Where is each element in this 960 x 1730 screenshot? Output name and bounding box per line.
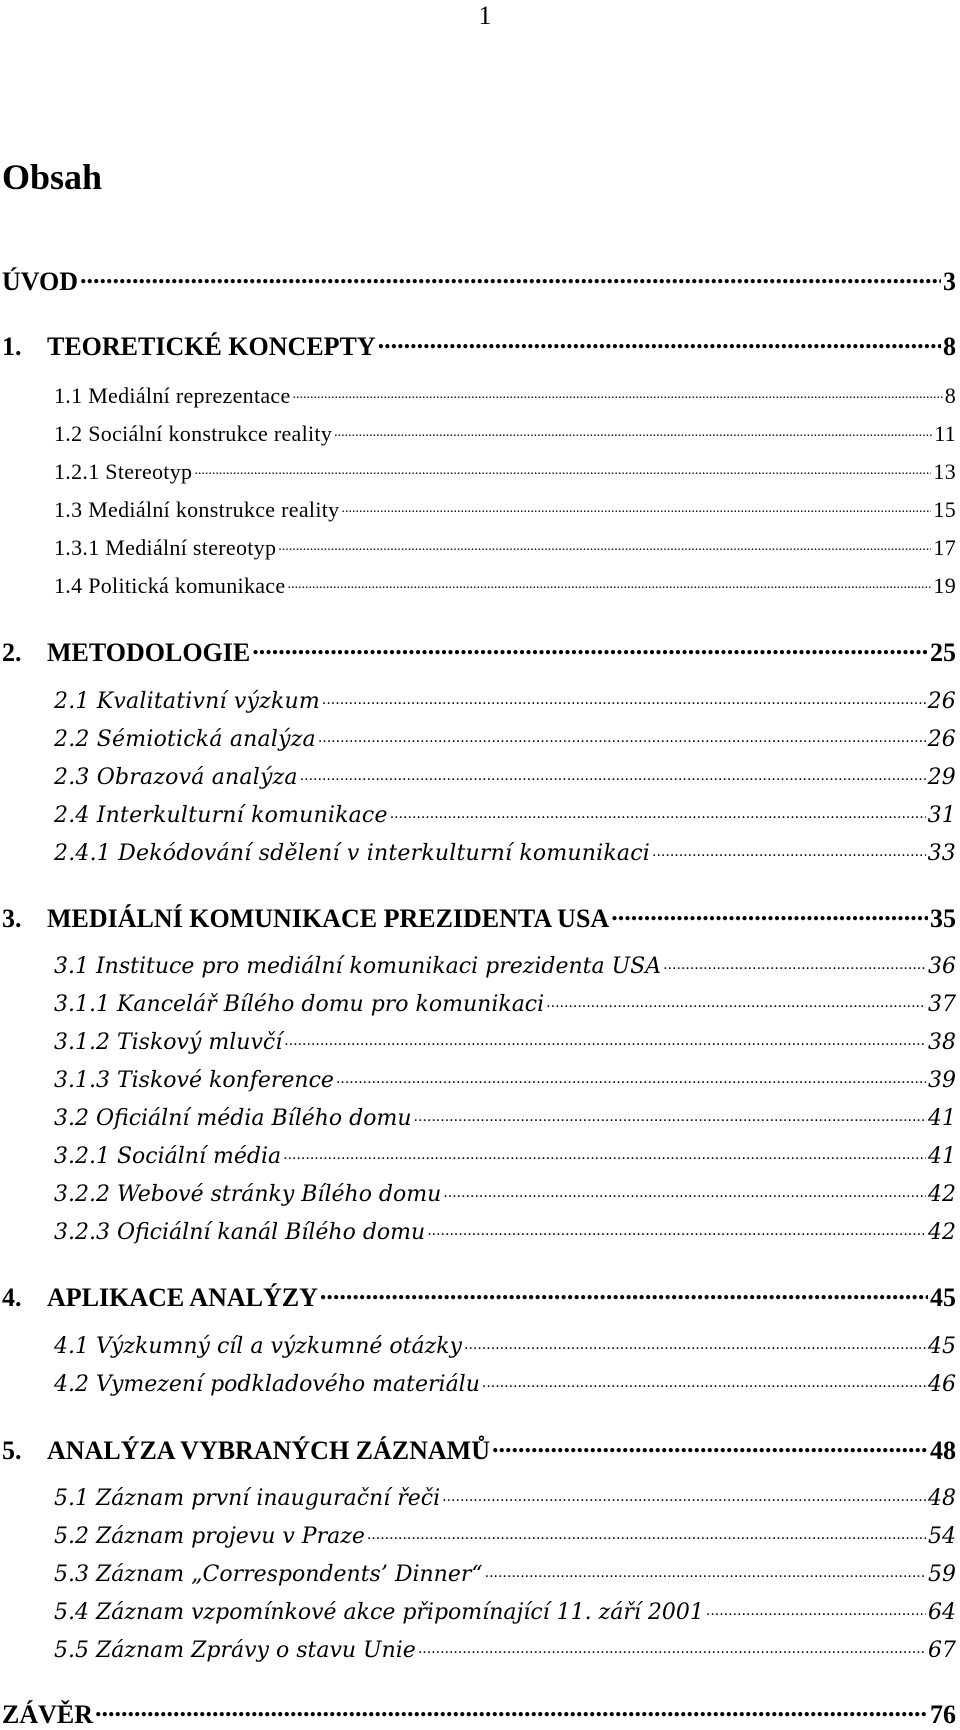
toc-entry-page: 29 (927, 765, 956, 790)
toc-entry-1-1[interactable] (54, 381, 956, 409)
toc-entry-page: 46 (928, 1372, 956, 1397)
toc-entry-label: 1.2 Sociální konstrukce reality (54, 421, 333, 446)
toc-entry-label: 1.1 Mediální reprezentace (54, 383, 291, 408)
toc-entry-label: 3.1 Instituce pro mediální komunikaci prezidenta USA (54, 954, 662, 979)
toc-entry-4-2[interactable] (54, 1369, 956, 1397)
toc-entry-label: 3.2.1 Sociální média (54, 1144, 282, 1169)
toc-title: Obsah (2, 157, 103, 197)
toc-entry-number: 1. (2, 332, 22, 361)
toc-leader-dots (482, 1369, 926, 1391)
toc-entry-page: 13 (933, 459, 956, 484)
toc-leader-dots (485, 1559, 926, 1581)
toc-entry-label: 5.1 Záznam první inaugurační řeči (54, 1486, 441, 1511)
toc-leader-dots (390, 800, 926, 822)
toc-entry-label: 4.2 Vymezení podkladového materiálu (54, 1372, 480, 1397)
toc-entry-label: 3.1.3 Tiskové konference (54, 1068, 334, 1093)
toc-leader-dots (283, 1141, 926, 1163)
toc-leader-dots (663, 951, 926, 973)
toc-entry-page: 8 (944, 383, 956, 408)
toc-entry-label: 3.2.2 Webové stránky Bílého domu (54, 1182, 442, 1207)
toc-leader-dots (336, 1065, 926, 1087)
toc-entry-page: 37 (928, 992, 956, 1017)
toc-entry-label: 2.1 Kvalitativní výzkum (54, 689, 320, 714)
toc-entry-page: 35 (930, 904, 956, 933)
toc-leader-dots (611, 901, 928, 927)
toc-entry-label: 2.3 Obrazová analýza (54, 765, 298, 790)
toc-entry-2-1[interactable] (54, 686, 956, 714)
toc-entry-page: 25 (930, 638, 956, 667)
toc-entry-label: 1.3 Mediální konstrukce reality (54, 497, 340, 522)
toc-entry-label: 5. ANALÝZA VYBRANÝCH ZÁZNAMŮ (2, 1436, 490, 1465)
toc-entry-page: 26 (927, 689, 956, 714)
toc-leader-dots (287, 571, 931, 593)
toc-entry-page: 33 (927, 841, 956, 866)
toc-leader-dots (418, 1635, 926, 1657)
toc-entry-3-2[interactable] (54, 1103, 956, 1131)
toc-entry-number: 5. (2, 1436, 22, 1465)
toc-entry-label: 2.4 Interkulturní komunikace (54, 803, 388, 828)
toc-entry-3-1-2[interactable] (54, 1027, 956, 1055)
toc-entry-label: 5.5 Záznam Zprávy o stavu Unie (54, 1638, 416, 1663)
toc-entry-3-2-3[interactable] (54, 1217, 956, 1245)
toc-entry-label: 1. TEORETICKÉ KONCEPTY (2, 332, 376, 361)
toc-entry-page: 17 (933, 535, 956, 560)
toc-leader-dots (194, 457, 931, 479)
toc-entry-page: 59 (928, 1562, 956, 1587)
toc-entry-page: 11 (934, 421, 956, 446)
toc-entry-1-3[interactable] (54, 495, 956, 523)
toc-entry-1-3-1[interactable] (54, 533, 956, 561)
toc-entry-3-1-3[interactable] (54, 1065, 956, 1093)
toc-leader-dots (546, 989, 926, 1011)
toc-entry-page: 45 (928, 1334, 956, 1359)
toc-entry-2-3[interactable] (54, 762, 956, 790)
toc-leader-dots (378, 329, 941, 355)
toc-entry-chapter-5[interactable] (2, 1433, 956, 1466)
toc-leader-dots (300, 762, 926, 784)
toc-leader-dots (320, 1280, 928, 1306)
toc-entry-page: 15 (933, 497, 956, 522)
toc-entry-label: 5.2 Záznam projevu v Praze (54, 1524, 365, 1549)
toc-entry-page: 8 (943, 332, 956, 361)
toc-entry-page: 41 (928, 1106, 956, 1131)
toc-entry-2-4-1[interactable] (54, 838, 956, 866)
toc-entry-5-1[interactable] (54, 1483, 956, 1511)
toc-leader-dots (367, 1521, 926, 1543)
toc-entry-label: ÚVOD (2, 267, 79, 296)
toc-entry-label: 1.3.1 Mediální stereotyp (54, 535, 277, 560)
toc-entry-number: 4. (2, 1283, 22, 1312)
toc-entry-page: 19 (933, 573, 956, 598)
toc-entry-label: 3.1.2 Tiskový mluvčí (54, 1030, 283, 1055)
toc-entry-label: 3.2.3 Oficiální kanál Bílého domu (54, 1220, 426, 1245)
toc-entry-5-3[interactable] (54, 1559, 956, 1587)
toc-entry-number: 3. (2, 904, 22, 933)
toc-entry-chapter-4[interactable] (2, 1280, 956, 1313)
toc-leader-dots (293, 381, 943, 403)
toc-entry-3-2-1[interactable] (54, 1141, 956, 1169)
toc-entry-page: 48 (930, 1436, 956, 1465)
toc-entry-1-2[interactable] (54, 419, 956, 447)
toc-entry-page: 41 (928, 1144, 956, 1169)
toc-entry-zaver[interactable] (2, 1697, 956, 1730)
toc-leader-dots (318, 724, 926, 746)
toc-leader-dots (492, 1433, 928, 1459)
toc-entry-uvod[interactable] (2, 264, 956, 297)
toc-entry-chapter-3[interactable] (2, 901, 956, 934)
toc-entry-3-2-2[interactable] (54, 1179, 956, 1207)
toc-entry-label: 2. METODOLOGIE (2, 638, 251, 667)
toc-leader-dots (442, 1483, 926, 1505)
toc-leader-dots (706, 1597, 926, 1619)
toc-leader-dots (80, 264, 941, 290)
toc-leader-dots (252, 635, 928, 661)
toc-entry-label: 4.1 Výzkumný cíl a výzkumné otázky (54, 1334, 462, 1359)
toc-entry-label: 3.1.1 Kancelář Bílého domu pro komunikaci (54, 992, 545, 1017)
toc-entry-page: 42 (928, 1220, 956, 1245)
page-number: 1 (478, 1, 492, 30)
toc-entry-page: 42 (928, 1182, 956, 1207)
toc-leader-dots (414, 1103, 926, 1125)
toc-entry-label: 5.3 Záznam „Correspondents’ Dinner“ (54, 1562, 483, 1587)
toc-leader-dots (443, 1179, 926, 1201)
toc-entry-label: 5.4 Záznam vzpomínkové akce připomínající 11. září 2001 (54, 1600, 704, 1625)
toc-leader-dots (652, 838, 926, 860)
toc-entry-5-4[interactable] (54, 1597, 956, 1625)
toc-leader-dots (464, 1331, 926, 1353)
toc-leader-dots (322, 686, 926, 708)
toc-leader-dots (341, 495, 931, 517)
toc-entry-chapter-1[interactable] (2, 329, 956, 362)
toc-entry-number: 2. (2, 638, 22, 667)
toc-entry-page: 26 (927, 727, 956, 752)
toc-entry-5-5[interactable] (54, 1635, 956, 1663)
toc-entry-page: 54 (928, 1524, 956, 1549)
toc-entry-label: 2.2 Sémiotická analýza (54, 727, 316, 752)
toc-leader-dots (284, 1027, 926, 1049)
toc-entry-3-1[interactable] (54, 951, 956, 979)
toc-entry-5-2[interactable] (54, 1521, 956, 1549)
toc-entry-page: 48 (928, 1486, 956, 1511)
toc-entry-1-4[interactable] (54, 571, 956, 599)
toc-entry-page: 36 (928, 954, 956, 979)
toc-leader-dots (334, 419, 932, 441)
toc-entry-label: 2.4.1 Dekódování sdělení v interkulturní komunikaci (54, 841, 651, 866)
toc-entry-2-4[interactable] (54, 800, 956, 828)
toc-leader-dots (278, 533, 931, 555)
toc-entry-page: 67 (928, 1638, 956, 1663)
toc-entry-2-2[interactable] (54, 724, 956, 752)
toc-entry-page: 64 (928, 1600, 956, 1625)
toc-entry-page: 39 (928, 1068, 956, 1093)
toc-entry-1-2-1[interactable] (54, 457, 956, 485)
toc-leader-dots (427, 1217, 926, 1239)
toc-entry-page: 45 (930, 1283, 956, 1312)
toc-entry-chapter-2[interactable] (2, 635, 956, 668)
toc-entry-page: 38 (928, 1030, 956, 1055)
toc-entry-4-1[interactable] (54, 1331, 956, 1359)
toc-entry-label: 1.2.1 Stereotyp (54, 459, 193, 484)
toc-entry-label: 4. APLIKACE ANALÝZY (2, 1283, 318, 1312)
toc-entry-page: 31 (927, 803, 956, 828)
toc-entry-label: 3. MEDIÁLNÍ KOMUNIKACE PREZIDENTA USA (2, 904, 610, 933)
toc-entry-label: 1.4 Politická komunikace (54, 573, 286, 598)
toc-entry-label: ZÁVĚR (2, 1700, 94, 1729)
toc-entry-3-1-1[interactable] (54, 989, 956, 1017)
toc-entry-page: 3 (943, 267, 956, 296)
toc-entry-page: 76 (930, 1700, 956, 1729)
toc-entry-label: 3.2 Oficiální média Bílého domu (54, 1106, 412, 1131)
toc-leader-dots (95, 1697, 928, 1723)
